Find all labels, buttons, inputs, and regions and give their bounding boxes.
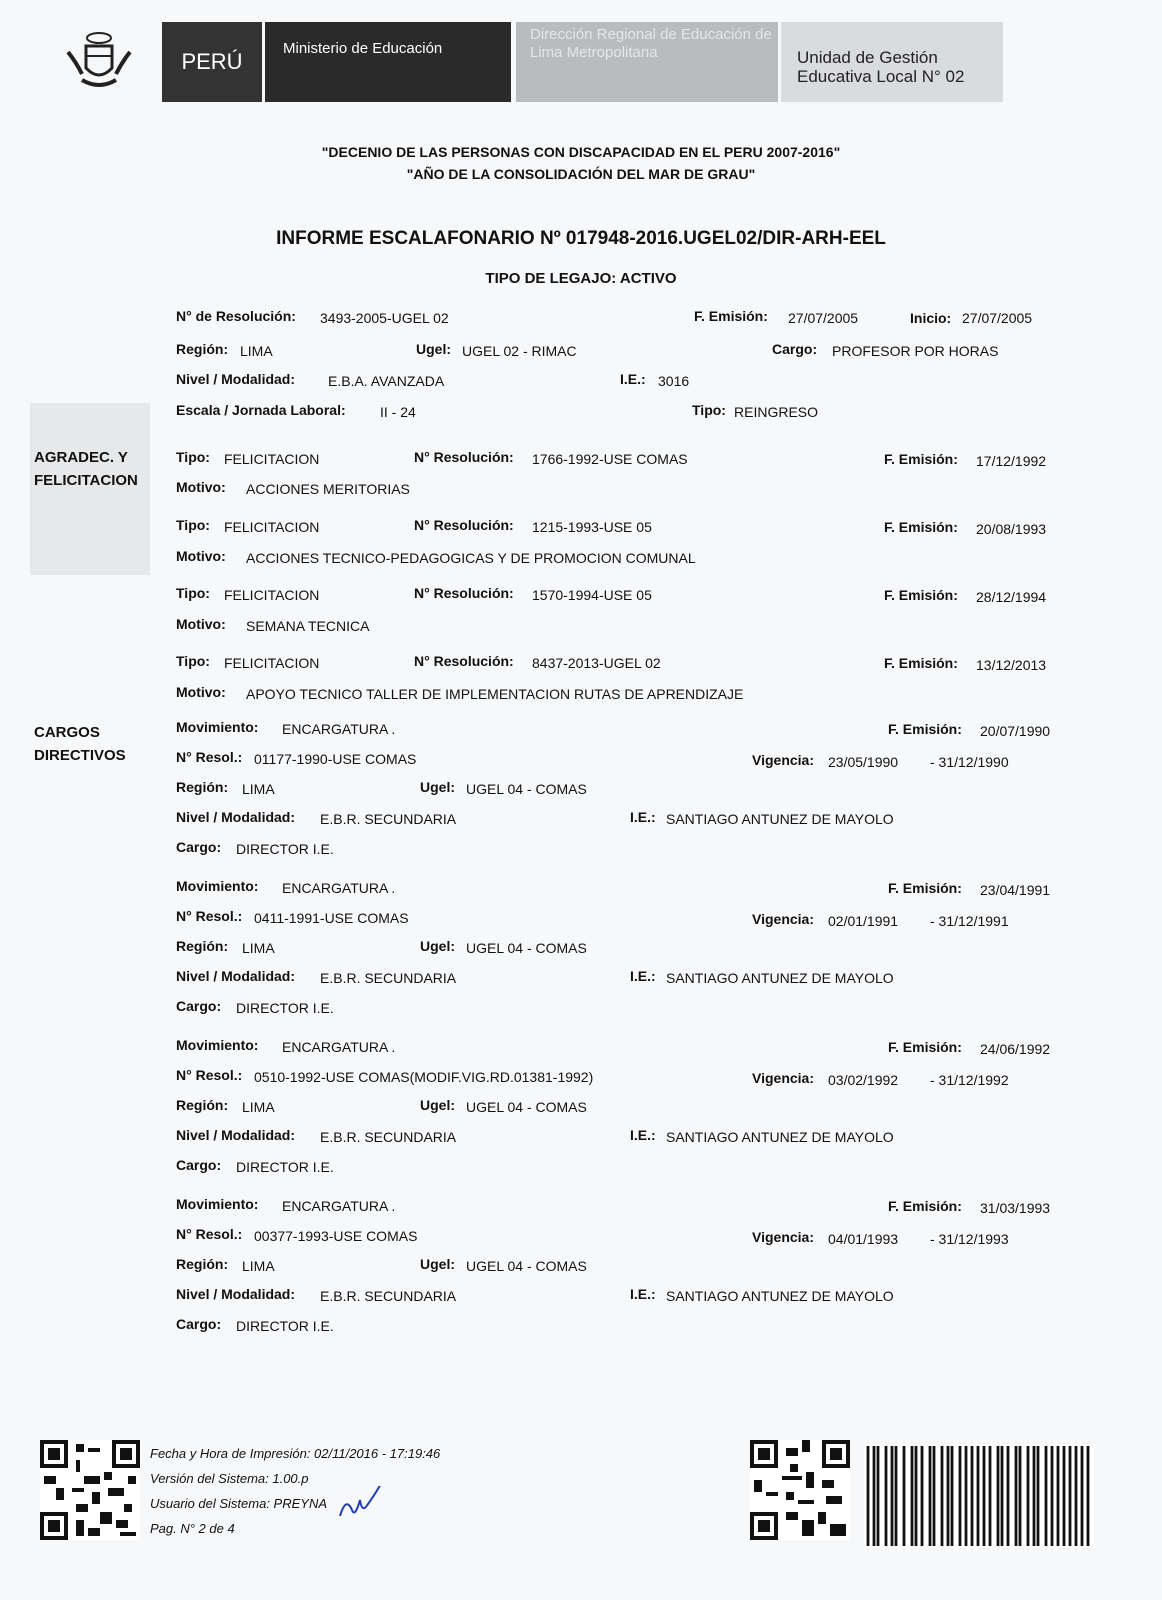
fel-resol-label: N° Resolución: [414,517,514,533]
cargo-movimiento-label: Movimiento: [176,1037,259,1053]
fel-resol-value: 8437-2013-UGEL 02 [532,655,661,671]
cargo-region-value: LIMA [242,781,275,797]
fel-femision-label: F. Emisión: [884,451,958,467]
cargo-nivel-value: E.B.R. SECUNDARIA [320,1129,457,1145]
cargo-movimiento-value: ENCARGATURA . [282,880,396,896]
resolucion-label: N° de Resolución: [176,308,296,324]
cargo-ie-label: I.E.: [630,809,656,825]
fel-tipo-label: Tipo: [176,449,210,465]
cargo-nivel-label: Nivel / Modalidad: [176,968,296,984]
fel-tipo-label: Tipo: [176,585,210,601]
cargo-resol-label: N° Resol.: [176,1226,243,1242]
header-peru-block: PERÚ [162,22,262,102]
fel-resol-label: N° Resolución: [414,585,514,601]
cargo-ie-value: SANTIAGO ANTUNEZ DE MAYOLO [666,1288,894,1304]
fel-motivo-value: ACCIONES MERITORIAS [246,481,410,497]
cargo-femision-label: F. Emisión: [888,1198,962,1214]
cargo-vigencia-to: - 31/12/1991 [930,913,1009,929]
cargo-region-label: Región: [176,938,229,954]
footer-pagina: Pag. N° 2 de 4 [150,1521,235,1536]
cargo-cargo-label: Cargo: [176,1316,222,1332]
fel-motivo-label: Motivo: [176,479,226,495]
fel-femision-label: F. Emisión: [884,587,958,603]
cargo-ugel-value: UGEL 04 - COMAS [466,781,587,797]
cargo-femision-value: 24/06/1992 [980,1041,1051,1057]
footer-version: Versión del Sistema: 1.00.p [150,1471,309,1486]
fel-motivo-label: Motivo: [176,548,226,564]
fel-tipo-value: FELICITACION [224,587,320,603]
fel-femision-value: 20/08/1993 [976,521,1047,537]
legajo-type: TIPO DE LEGAJO: ACTIVO [485,270,677,287]
ie-value: 3016 [658,373,690,389]
cargo-ie-label: I.E.: [630,1286,656,1302]
cargo-ie-label: I.E.: [630,968,656,984]
ugel-label: Ugel: [416,341,451,357]
cargo-movimiento-value: ENCARGATURA . [282,1039,396,1055]
fel-resol-label: N° Resolución: [414,653,514,669]
fel-tipo-label: Tipo: [176,517,210,533]
cargo-vigencia-to: - 31/12/1993 [930,1231,1009,1247]
region-label: Región: [176,341,229,357]
cargo-movimiento-value: ENCARGATURA . [282,1198,396,1214]
cargo-ugel-value: UGEL 04 - COMAS [466,1258,587,1274]
fel-femision-label: F. Emisión: [884,519,958,535]
cargo-region-label: Región: [176,779,229,795]
cargo-cargo-value: DIRECTOR I.E. [236,1318,334,1334]
ie-label: I.E.: [620,371,646,387]
fel-motivo-label: Motivo: [176,616,226,632]
cargo-ugel-label: Ugel: [420,1097,455,1113]
cargo-movimiento-label: Movimiento: [176,878,259,894]
cargo-resol-value: 0510-1992-USE COMAS(MODIF.VIG.RD.01381-1992) [254,1069,594,1085]
fel-femision-value: 28/12/1994 [976,589,1047,605]
nivel-label: Nivel / Modalidad: [176,371,296,387]
cargo-nivel-label: Nivel / Modalidad: [176,809,296,825]
cargo-vigencia-label: Vigencia: [752,911,814,927]
escala-value: II - 24 [380,404,416,420]
resolucion-value: 3493-2005-UGEL 02 [320,310,449,326]
cargo-nivel-value: E.B.R. SECUNDARIA [320,811,457,827]
cargo-vigencia-label: Vigencia: [752,1070,814,1086]
cargo-femision-value: 23/04/1991 [980,882,1051,898]
report-title: INFORME ESCALAFONARIO Nº 017948-2016.UGEL02/DIR-ARH-EEL [276,228,886,249]
cargo-ie-value: SANTIAGO ANTUNEZ DE MAYOLO [666,970,894,986]
header-ugel-block: Unidad de Gestión Educativa Local N° 02 [781,22,1003,102]
fel-femision-label: F. Emisión: [884,655,958,671]
cargo-ugel-value: UGEL 04 - COMAS [466,940,587,956]
fel-femision-value: 17/12/1992 [976,453,1047,469]
cargo-resol-label: N° Resol.: [176,749,243,765]
f-emision-value: 27/07/2005 [788,310,859,326]
cargo-vigencia-to: - 31/12/1992 [930,1072,1009,1088]
cargo-vigencia-from: 23/05/1990 [828,754,899,770]
cargo-value: PROFESOR POR HORAS [832,343,999,359]
cargo-femision-value: 31/03/1993 [980,1200,1051,1216]
fel-resol-label: N° Resolución: [414,449,514,465]
fel-motivo-value: ACCIONES TECNICO-PEDAGOGICAS Y DE PROMOCION COMUNAL [246,550,696,566]
cargo-region-value: LIMA [242,1258,275,1274]
cargo-femision-value: 20/07/1990 [980,723,1051,739]
cargo-femision-label: F. Emisión: [888,721,962,737]
fel-motivo-value: APOYO TECNICO TALLER DE IMPLEMENTACION RUTAS DE APRENDIZAJE [246,686,744,702]
fel-tipo-value: FELICITACION [224,655,320,671]
escala-label: Escala / Jornada Laboral: [176,402,346,418]
section-cargos-directivos: CARGOS DIRECTIVOS [34,724,126,764]
region-value: LIMA [240,343,273,359]
fel-tipo-value: FELICITACION [224,519,320,535]
fel-resol-value: 1766-1992-USE COMAS [532,451,688,467]
cargo-cargo-value: DIRECTOR I.E. [236,1000,334,1016]
cargo-vigencia-from: 04/01/1993 [828,1231,899,1247]
fel-resol-value: 1570-1994-USE 05 [532,587,652,603]
fel-motivo-value: SEMANA TECNICA [246,618,370,634]
cargo-movimiento-value: ENCARGATURA . [282,721,396,737]
cargo-nivel-value: E.B.R. SECUNDARIA [320,1288,457,1304]
motto-line-2: "AÑO DE LA CONSOLIDACIÓN DEL MAR DE GRAU" [406,166,756,182]
cargo-region-label: Región: [176,1097,229,1113]
cargo-region-value: LIMA [242,1099,275,1115]
inicio-value: 27/07/2005 [962,310,1033,326]
cargo-vigencia-from: 03/02/1992 [828,1072,899,1088]
section-agradecimientos: AGRADEC. Y FELICITACION [34,449,138,489]
inicio-label: Inicio: [910,310,952,326]
cargo-label: Cargo: [772,341,818,357]
cargo-movimiento-label: Movimiento: [176,1196,259,1212]
cargo-resol-value: 0411-1991-USE COMAS [254,910,409,926]
cargo-region-label: Región: [176,1256,229,1272]
cargo-resol-value: 00377-1993-USE COMAS [254,1228,418,1244]
cargo-cargo-value: DIRECTOR I.E. [236,841,334,857]
cargo-resol-label: N° Resol.: [176,908,243,924]
cargo-vigencia-label: Vigencia: [752,752,814,768]
tipo-value: REINGRESO [734,404,819,420]
qr-code-icon [40,1440,140,1540]
cargo-movimiento-label: Movimiento: [176,719,259,735]
ugel-value: UGEL 02 - RIMAC [462,343,577,359]
cargo-ie-value: SANTIAGO ANTUNEZ DE MAYOLO [666,1129,894,1145]
cargo-vigencia-label: Vigencia: [752,1229,814,1245]
cargo-cargo-label: Cargo: [176,1157,222,1173]
cargo-ugel-value: UGEL 04 - COMAS [466,1099,587,1115]
cargo-cargo-value: DIRECTOR I.E. [236,1159,334,1175]
fel-tipo-label: Tipo: [176,653,210,669]
fel-femision-value: 13/12/2013 [976,657,1047,673]
f-emision-label: F. Emisión: [694,308,768,324]
cargo-ugel-label: Ugel: [420,938,455,954]
nivel-value: E.B.A. AVANZADA [328,373,445,389]
footer-fecha: Fecha y Hora de Impresión: 02/11/2016 - 17:19:46 [150,1446,441,1461]
tipo-label: Tipo: [692,402,726,418]
peru-coat-of-arms-icon [64,30,134,92]
motto-line-1: "DECENIO DE LAS PERSONAS CON DISCAPACIDAD EN EL PERU 2007-2016" [321,144,841,160]
cargo-femision-label: F. Emisión: [888,880,962,896]
barcode-icon [864,1446,1094,1546]
header-direction-block: Dirección Regional de Educación de Lima Metropolitana [516,22,778,102]
fel-tipo-value: FELICITACION [224,451,320,467]
cargo-nivel-value: E.B.R. SECUNDARIA [320,970,457,986]
cargo-ie-value: SANTIAGO ANTUNEZ DE MAYOLO [666,811,894,827]
cargo-vigencia-from: 02/01/1991 [828,913,899,929]
cargo-resol-label: N° Resol.: [176,1067,243,1083]
cargo-femision-label: F. Emisión: [888,1039,962,1055]
header-ministry-block: Ministerio de Educación [265,22,511,102]
cargo-ugel-label: Ugel: [420,779,455,795]
cargo-resol-value: 01177-1990-USE COMAS [254,751,417,767]
signature-icon [336,1486,386,1526]
fel-motivo-label: Motivo: [176,684,226,700]
footer-usuario: Usuario del Sistema: PREYNA [150,1496,328,1511]
cargo-cargo-label: Cargo: [176,998,222,1014]
cargo-vigencia-to: - 31/12/1990 [930,754,1009,770]
cargo-nivel-label: Nivel / Modalidad: [176,1286,296,1302]
cargo-cargo-label: Cargo: [176,839,222,855]
cargo-region-value: LIMA [242,940,275,956]
cargo-ugel-label: Ugel: [420,1256,455,1272]
cargo-nivel-label: Nivel / Modalidad: [176,1127,296,1143]
cargo-ie-label: I.E.: [630,1127,656,1143]
qr-code-icon [750,1440,850,1540]
fel-resol-value: 1215-1993-USE 05 [532,519,652,535]
